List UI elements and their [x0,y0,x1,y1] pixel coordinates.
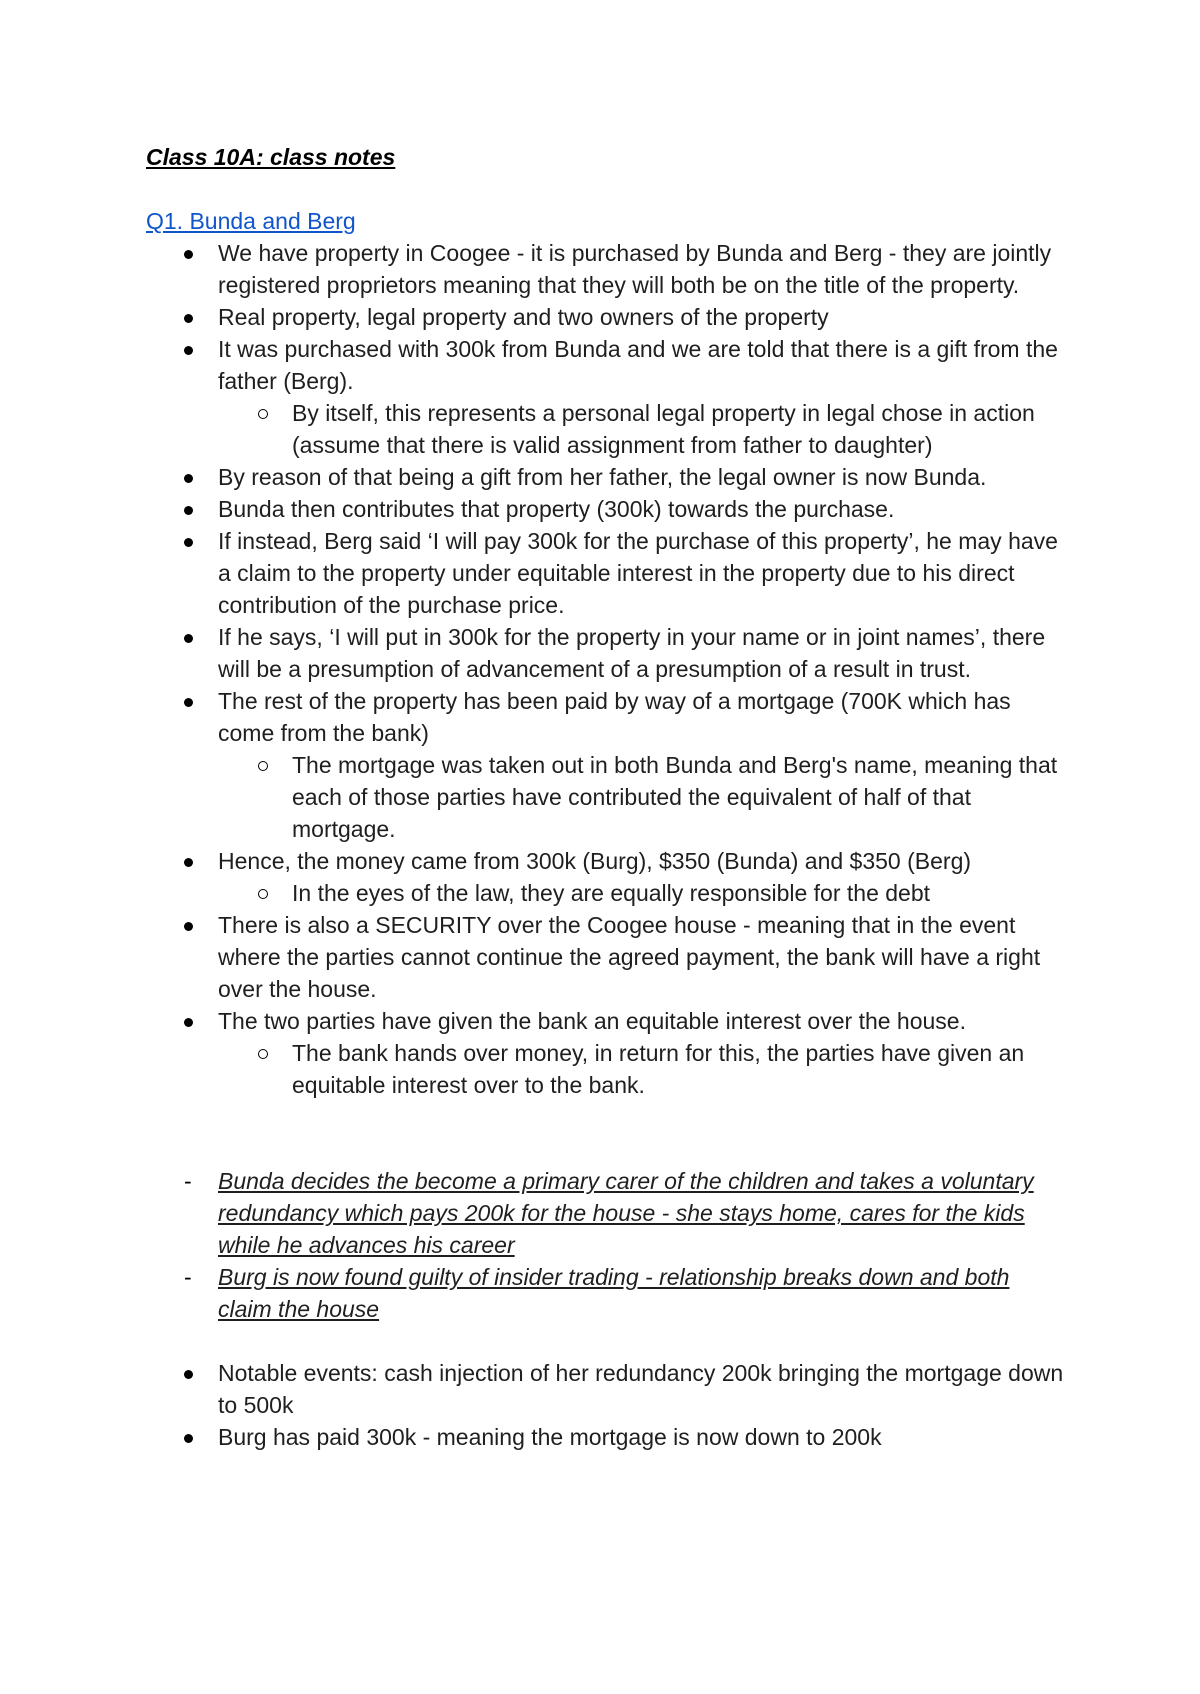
document-content [146,141,1066,1453]
sub-list-item [146,877,1066,909]
list-item [146,1357,1066,1421]
list-item-text: If he says, ‘I will put in 300k for the property in your name or in joint names’, there will be a presumption of advancement of a presumption of a result in trust. [218,624,1046,682]
hollow-bullet-icon [258,1049,268,1059]
hollow-bullet-icon [258,409,268,419]
filled-bullet-icon [184,506,193,515]
list-item-text: It was purchased with 300k from Bunda and we are told that there is a gift from the father (Berg). [218,336,1058,394]
hollow-bullet-icon [258,761,268,771]
filled-bullet-icon [184,314,193,323]
list-item-text: Burg has paid 300k - meaning the mortgage is now down to 200k [218,1424,882,1450]
spacer [146,1325,1066,1357]
list-item [146,461,1066,493]
list-item [146,685,1066,749]
sub-list-item [146,397,1066,461]
spacer [146,173,1066,205]
list-item [146,333,1066,397]
list-item [146,237,1066,301]
spacer [146,1101,1066,1165]
filled-bullet-icon [184,250,193,259]
list-item-text: The rest of the property has been paid by way of a mortgage (700K which has come from the bank) [218,688,1011,746]
list-item [146,909,1066,1005]
fact-item [146,1165,1066,1261]
list-item-text: Hence, the money came from 300k (Burg), $350 (Bunda) and $350 (Berg) [218,848,972,874]
list-item-text: Notable events: cash injection of her redundancy 200k bringing the mortgage down to 500k [218,1360,1064,1418]
facts-dash-list [146,1165,1066,1325]
list-item [146,301,1066,333]
filled-bullet-icon [184,1370,193,1379]
hollow-bullet-icon [258,889,268,899]
list-item-text: Real property, legal property and two owners of the property [218,304,829,330]
dash-marker: - [184,1168,192,1194]
sub-list-item [146,1037,1066,1101]
filled-bullet-icon [184,634,193,643]
list-item-text: In the eyes of the law, they are equally responsible for the debt [292,880,931,906]
filled-bullet-icon [184,1018,193,1027]
filled-bullet-icon [184,858,193,867]
list-item-text: Bunda then contributes that property (300k) towards the purchase. [218,496,895,522]
list-item-text: The two parties have given the bank an equitable interest over the house. [218,1008,966,1034]
list-item [146,525,1066,621]
list-item [146,845,1066,877]
list-item-text: The bank hands over money, in return for this, the parties have given an equitable interest over to the bank. [292,1040,1025,1098]
list-item-text: The mortgage was taken out in both Bunda and Berg's name, meaning that each of those parties have contributed the equivalent of half of that mortgage. [292,752,1058,842]
list-item-text: There is also a SECURITY over the Coogee house - meaning that in the event where the parties cannot continue the agreed payment, the bank will have a right over the house. [218,912,1041,1002]
list-item-text: We have property in Coogee - it is purchased by Bunda and Berg - they are jointly registered proprietors meaning that they will both be on the title of the property. [218,240,1052,298]
list-item [146,493,1066,525]
filled-bullet-icon [184,346,193,355]
section-heading-q1[interactable]: Q1. Bunda and Berg [146,208,356,234]
list-item [146,1421,1066,1453]
filled-bullet-icon [184,538,193,547]
events-bullet-list [146,1357,1066,1453]
list-item-text: By reason of that being a gift from her father, the legal owner is now Bunda. [218,464,987,490]
dash-marker: - [184,1264,192,1290]
filled-bullet-icon [184,922,193,931]
list-item [146,621,1066,685]
list-item-text: If instead, Berg said ‘I will pay 300k for the purchase of this property’, he may have a claim to the property under equitable interest in the property due to his direct contribution of the purchase price. [218,528,1058,618]
list-item [146,1005,1066,1037]
page-title: Class 10A: class notes [146,144,396,170]
filled-bullet-icon [184,698,193,707]
q1-bullet-list [146,237,1066,1101]
fact-item [146,1261,1066,1325]
fact-item-text: Bunda decides the become a primary carer of the children and takes a voluntary redundancy which pays 200k for the house - she stays home, cares for the kids while he advances his career [218,1168,1034,1258]
filled-bullet-icon [184,474,193,483]
filled-bullet-icon [184,1434,193,1443]
list-item-text: By itself, this represents a personal legal property in legal chose in action (assume that there is valid assignment from father to daughter) [292,400,1035,458]
sub-list-item [146,749,1066,845]
fact-item-text: Burg is now found guilty of insider trading - relationship breaks down and both claim the house [218,1264,1010,1322]
